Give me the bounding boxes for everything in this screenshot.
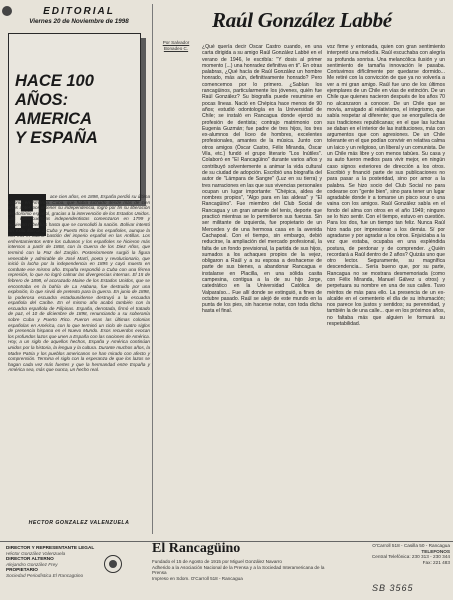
director-label: DIRECTOR Y REPRESENTANTE LEGAL [6, 545, 95, 550]
archive-stamp: SB 3565 [372, 583, 414, 593]
binding-hole-icon [2, 6, 12, 16]
headline-box [8, 33, 150, 211]
column-divider [152, 4, 153, 534]
director-name: Héctor González Valenzuela [6, 550, 66, 556]
headline-line-3: Y ESPAÑA [15, 129, 98, 147]
contact-box [338, 543, 450, 565]
article-column-1 [202, 44, 322, 522]
drop-cap: H [8, 194, 46, 236]
phone-label: TELEFONOS [421, 548, 450, 554]
author-credit: Por Salvador Bonadeo C. [162, 40, 190, 51]
headline-frame [8, 33, 141, 201]
headline-line-2: AMERICA [15, 110, 92, 128]
editorial-headline [15, 72, 135, 148]
article-text-2: voz firme y entonada, quien con gran sentimiento interpretó una melodía. Raúl escuchaba con alegría su profunda sonrisa. Una melancólica ilusión y un sentimiento de tamaña innovación le pasaba. Contuvimos difícilmente por quedarse dormido... Me retiré con la convicción de que ya no volvería a ver a mi gran amigo. Raúl fue uno de los últimos ejemplares de un Chile en vías de extinción. De un Chile que quienes nacieron después de los años 70 no alcanzaron a conocer. De un Chile que se movía, arraigado al relativismo, el integrismo, que sabía respetar al diferente; que se enorgullecía de sus tradiciones republicanas; en el que las luchas se daban en el interior de las instituciones, más con argumentos que con agresiones. De un Chile tolerante en el que podían convivir en relativa calma un laico y un religioso, un liberal y un comunista. De un Chile más libre y con menos tabúes. Su casa y su auto fueron medios para vivir mejor, en ningún caso signos exteriores de dirección a los otros. Escribió y financió parte de sus publicaciones no para pasar a la posteridad, sino por amor a la palabra. Se hizo socio del Club Social no para codearse con "gente bien", sino para tener un lugar agradable donde ir a tomarse un pisco sour o una vaina con los amigos. Raúl González sabía en el fondo del alma con otros en el año 1949; ninguno se lo hizo sentir. Con el tiempo, estuvo en cuestión. Para los dos, fue un tiempo tan feliz. Nunca Raúl hizo nada por impresionar a los demás. Sí por agradarse y por agradar a los otros. Enjuiciaba a la vez que estaba, ocupaba en una espléndida postura, de perdonar y de comprender. ¿Quién recordará a Raúl dentro de 2 años? Quizás uno que otro lector. Seguramente, su magnífica descendencia... Sería bueno que, por su parte, Rancagua no se mostrara desmemoriada (como con Félix Miranda, Manuel Gálvez u otros) y perpetuara su nombre en una de sus calles. Tuvo méritos de más para ello. La presencia de un ex-alcalde en el cementerio el día de su inhumación; nos parece los justos y sentidos; su perennidad, y también la de una calle... que en los próximos años, no faltaba más que alguien le formará su respetabilidad. [327, 44, 445, 328]
newspaper-masthead: El Rancagüino [152, 541, 241, 556]
address: O'Carroll 518 - Casilla 50 - Rancagua [372, 543, 450, 548]
fax: Fax: 221 483 [422, 559, 450, 565]
phones: Central Telefónica: 230 313 - 230 344 [371, 554, 450, 560]
newspaper-footer [0, 543, 453, 600]
staff-box [6, 545, 96, 579]
founding-line: Fundado el 15 de Agosto de 1915 por Miguel González Navarro [152, 559, 282, 564]
owner-label: PROPIETARIO [6, 567, 38, 573]
date-line: Viernes 20 de Noviembre de 1998 [29, 18, 129, 25]
subdirector-name: Alejandro González Frey [6, 561, 58, 567]
editorial-body [8, 194, 150, 373]
editorial-byline: HECTOR GONZALEZ VALENZUELA [28, 520, 130, 526]
association-line: Adherido a la Asociación Nacional de la Prensa y a la Sociedad Interamericana de la Prensa [152, 564, 325, 576]
press-seal-icon [104, 555, 122, 573]
subdirector-label: DIRECTOR ALTERNO [6, 556, 54, 562]
printing-line: Impreso en Sdom. O'Carroll 518 - Rancagua [152, 575, 243, 581]
owner-name: Sociedad Periodística El Rancagüino [6, 572, 84, 578]
article-column-2 [327, 44, 445, 522]
editorial-text: ace cien años, en 1898, España perdió su última colonia en América: Cuba, que había luchado desde más de cien años antes por obtener su independencia, logró por fin su liberación del dominio español, gracias a la intervención de los Estados Unidos. Las consecuencias independentistas comenzaron en 1799 y siguieron rebeldías hasta que se consolidó la nación. Bolívar intentó sin éxito liberar a Cuba y Puerto Rico de los españoles, aunque la isla era el último bastión del imperio español en las Antillas. Los enfrentamientos entre los cubanos y los españoles se hicieron más intensos a partir de 1868, con la Guerra de los Diez Años, que terminó con la Paz del Zanjón. Posteriormente surgió la figura venerable y admirable de José Martí, poeta y revolucionario, que inició la lucha por la independencia en 1895 y cayó muerto en combate ese mismo año. España respondió a Cuba con una férrea represión, lo que no logró calmar las divergencias internas. El 15 de febrero de 1898, el acorazado Maine de los Estados Unidos, que se encontraba en la bahía de La Habana, fue destruido por una explosión, lo que sirvió de pretexto para la guerra. En junio de 1898, la poderosa escuadra estadounidense destruyó a la escuadra española del Caribe. En el mismo año acabó también con la escuadra española de Filipinas. España, derrotada, firmó el tratado de paz, el 10 de diciembre de 1898, renunciando a su soberanía sobre Cuba y Puerto Rico. Fueron esas las últimas colonias españolas en América, con lo que terminó un ciclo de cuatro siglos de presencia hispana en el Nuevo Mundo. Esos recuerdos evocan los profundos lazos que unen a España con las naciones de América. Hoy, a un siglo de aquellos hechos, España y América continúan unidos por la historia, la lengua y la cultura. Durante muchos años, la Madre Patria y los pueblos americanos se han mirado con afecto y comprensión. Termina el siglo con la esperanza de que los lazos se hagan cada vez más fuertes y que la hermandad entre España y América sea, más que nunca, un hecho real. [8, 194, 150, 373]
publication-info [152, 559, 332, 581]
section-label: EDITORIAL [43, 6, 115, 17]
editorial-column [6, 4, 152, 540]
article-text-1: ¿Qué quería decir Óscar Castro cuando, en una carta dirigida a su amigo Raúl González Labbé en el verano de 1946, le escribía: "Y dosis al primer momento (...) una honradez definitiva en ti". En otras palabras, ¿Qué hacía de Raúl González un hombre honrado, más aún, definitivamente honrado? Pero comencemos por lo primero. ¿Sabían los rancagüinos, particularmente los jóvenes, quién fue Raúl González? Su biografía puede resumirse en pocas líneas. Nació en Chépica hace menos de 90 años; estudió odontología en la Universidad de Chile; se instaló en Rancagua donde ejerció su profesión de dentista; contrajo matrimonio con Eugenia Guzmán; fue padre de tres hijos, los tres ex-alumnos del liceo de hombres, excelentes profesionales, amantes de la música. Junto con otros amigos (Óscar Castro, Félix Miranda, Óscar Vila, etc.) fundó el grupo literario "Los Inútiles". Colaboró en "El Rancagüino" durante varios años y contribuyó solventemente a animar la vida cultural de su ciudad de adopción. Escribió una biografía del autor de "Lámpara de Sangre" (Luz en su tierra) y tres narraciones en las que sus vivencias personales ocupan un lugar importante: "Chépica, aldea de nombres propios", "Algo para en las aldeas" y "El Rancagüino". Fue miembro del Club Social de Rancagua y un gran amante del tenis, deporte que practicó mientras se lo permitieron sus fuerzas. Sin ser militante de izquierda, fue propietario de un Mercedes y de una hermosa casa en la avenida Cachapoal. Con el tiempo, sin embargo, debió reducirse, la ampliación del mercado profesional, la falta de un fondo previsional, la partida de sus hijos, sumados a los achaques propios de la vejez, obligaron a Raúl y a su esposa a deshacerse de parte de sus bienes, a abandonar Rancagua e instalarse en Placilla, en una sólida casita campesina, contigua a la de su hijo Jorge, catedrático en la Universidad Católica de Valparaíso... Fue allí donde se extinguió, a fines de octubre pasado. Raúl se alejó de este mundo en la punta de los pies, sin hacerse notar, con toda dicha hasta el final. [202, 44, 322, 315]
headline-line-1: HACE 100 AÑOS: [15, 72, 94, 109]
article-title: Raúl González Labbé [212, 8, 392, 32]
